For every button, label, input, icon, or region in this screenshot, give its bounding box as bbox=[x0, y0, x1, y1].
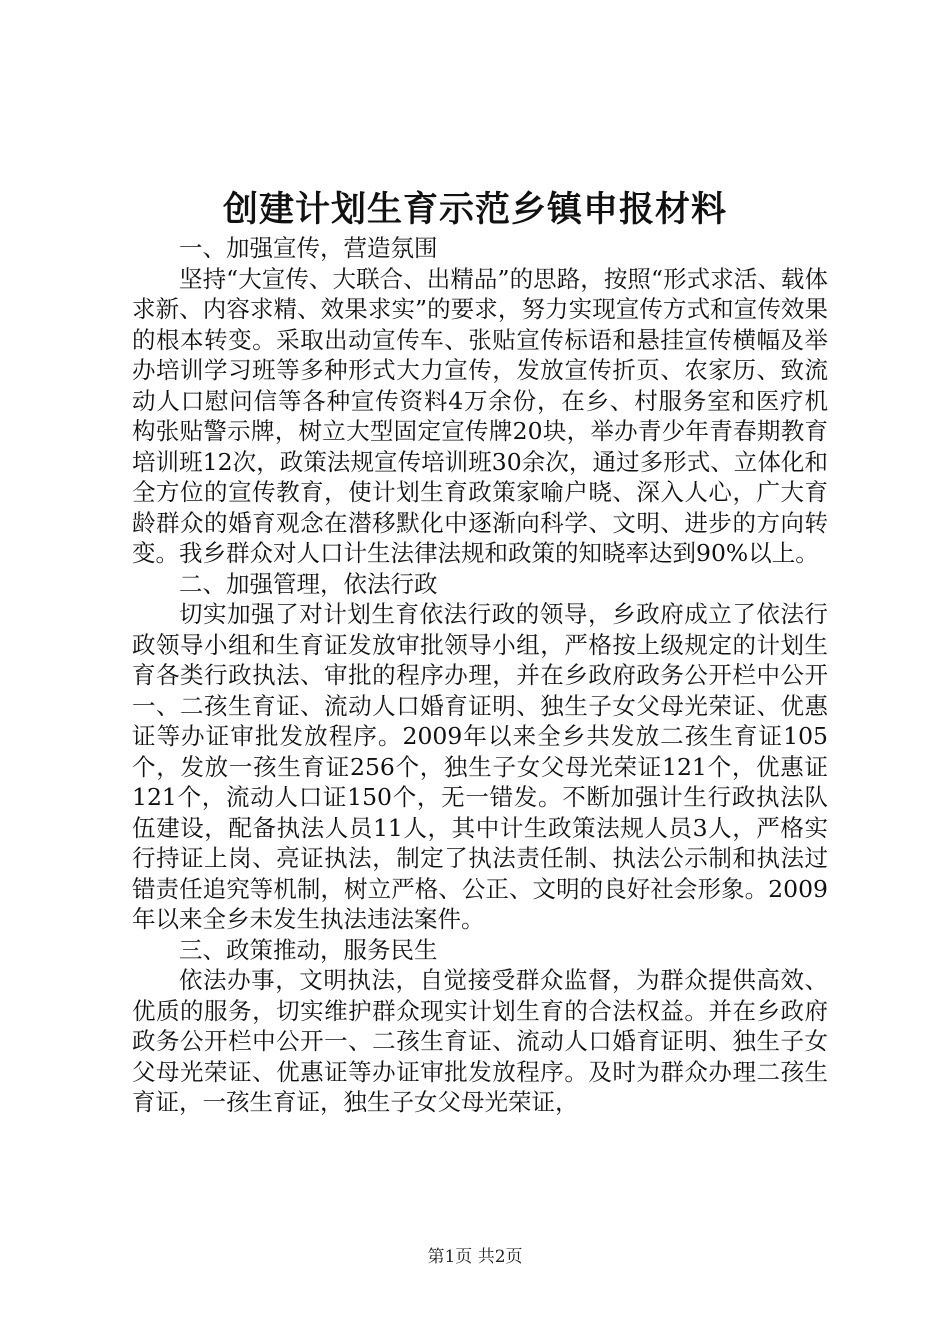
paragraph-service: 依法办事，文明执法，自觉接受群众监督，为群众提供高效、优质的服务，切实维护群众现实计划生育的合法权益。并在乡政府政务公开栏中公开一、二孩生育证、流动人口婚育证明、独生子女父母光荣证、优惠证等办证审批发放程序。及时为群众办理二孩生育证，一孩生育证，独生子女父母光荣证， bbox=[132, 966, 828, 1116]
section-heading-3: 三、政策推动，服务民生 bbox=[179, 935, 438, 964]
paragraph-publicity: 坚持“大宣传、大联合、出精品”的思路，按照“形式求活、载体求新、内容求精、效果求实”的要求，努力实现宣传方式和宣传效果的根本转变。采取出动宣传车、张贴宣传标语和悬挂宣传横幅及举办培训学习班等多种形式大力宣传，发放宣传折页、农家历、致流动人口慰问信等各种宣传资料4万余份，在乡、村服务室和医疗机构张贴警示牌，树立大型固定宣传牌20块，举办青少年青春期教育培训班12次，政策法规宣传培训班30余次，通过多形式、立体化和全方位的宣传教育，使计划生育政策家喻户晓、深入人心，广大育龄群众的婚育观念在潜移默化中逐渐向科学、文明、进步的方向转变。我乡群众对人口计生法律法规和政策的知晓率达到90%以上。 bbox=[132, 264, 828, 567]
section-heading-2: 二、加强管理，依法行政 bbox=[179, 569, 438, 598]
section-heading-1: 一、加强宣传，营造氛围 bbox=[179, 234, 438, 262]
document-title: 创建计划生育示范乡镇申报材料 bbox=[222, 189, 727, 230]
paragraph-management: 切实加强了对计划生育依法行政的领导，乡政府成立了依法行政领导小组和生育证发放审批领导小组，严格按上级规定的计划生育各类行政执法、审批的程序办理，并在乡政府政务公开栏中公开一、二孩生育证、流动人口婚育证明、独生子女父母光荣证、优惠证等办证审批发放程序。2009年以来全乡共发放二孩生育证105个，发放一孩生育证256个，独生子女父母光荣证121个，优惠证121个，流动人口证150个，无一错发。不断加强计生行政执法队伍建设，配备执法人员11人，其中计生政策法规人员3人，严格实行持证上岗、亮证执法，制定了执法责任制、执法公示制和执法过错责任追究等机制，树立严格、公正、文明的良好社会形象。2009年以来全乡未发生执法违法案件。 bbox=[132, 600, 828, 933]
document-body bbox=[132, 233, 828, 1118]
page-footer: 第1页 共2页 bbox=[427, 1247, 523, 1267]
